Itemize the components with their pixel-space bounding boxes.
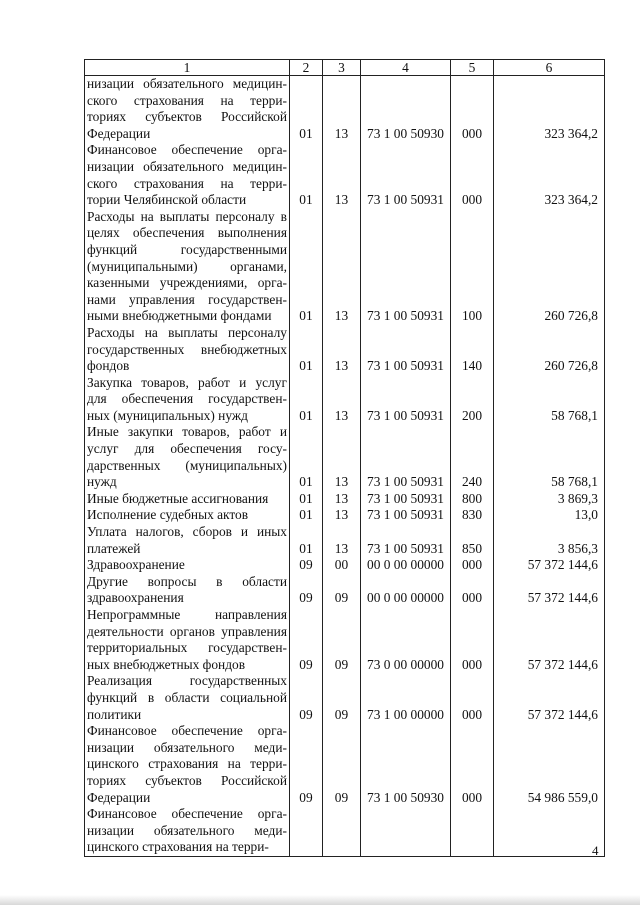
target-article-cell: 73 1 00 50931	[361, 424, 451, 490]
expense-type-cell: 000	[451, 723, 494, 806]
row-name-line: Иные бюджетные ассигнования	[87, 490, 269, 506]
row-name-line: ных внебюджетных фондов	[87, 656, 246, 672]
row-name-line: Уплата налогов, сборов и иных	[87, 524, 287, 540]
section-cell: 01	[290, 524, 323, 557]
subsection-cell: 13	[323, 76, 361, 143]
table-row	[85, 325, 605, 375]
section-cell: 01	[290, 76, 323, 143]
subsection-cell: 13	[323, 491, 361, 508]
section-cell: 01	[290, 142, 323, 208]
section-cell: 01	[290, 424, 323, 490]
row-name-line: для обеспечения государствен-	[87, 391, 287, 407]
subsection-cell: 13	[323, 424, 361, 490]
target-article-cell: 73 1 00 50931	[361, 524, 451, 557]
row-name-line: территориальных государствен-	[87, 640, 287, 656]
section-cell: 09	[290, 673, 323, 723]
expense-type-cell: 000	[451, 557, 494, 574]
amount-cell: 58 768,1	[494, 424, 605, 490]
amount-cell: 260 726,8	[494, 325, 605, 375]
target-article-cell: 73 1 00 50931	[361, 209, 451, 325]
row-name-line: Расходы на выплаты персоналу	[87, 324, 287, 340]
column-header: 2	[290, 60, 323, 76]
row-name-line: казенными учреждениями, орга-	[87, 275, 287, 291]
expense-type-cell: 000	[451, 76, 494, 143]
table-row	[85, 673, 605, 723]
row-name-line: ского страхования на терри-	[87, 175, 287, 191]
column-header: 6	[494, 60, 605, 76]
column-header: 5	[451, 60, 494, 76]
table-row	[85, 209, 605, 325]
row-name-line: ториях субъектов Российской	[87, 772, 287, 788]
amount-cell: 13,0	[494, 507, 605, 524]
section-cell: 01	[290, 375, 323, 425]
target-article-cell: 73 1 00 50931	[361, 375, 451, 425]
amount-cell: 323 364,2	[494, 142, 605, 208]
subsection-cell: 09	[323, 723, 361, 806]
row-name-line: целях обеспечения выполнения	[87, 225, 287, 241]
expense-type-cell: 000	[451, 673, 494, 723]
subsection-cell: 13	[323, 209, 361, 325]
amount-cell	[494, 806, 605, 856]
row-name-line: функций государственными	[87, 241, 287, 257]
amount-cell: 57 372 144,6	[494, 557, 605, 574]
row-name-line: ными внебюджетными фондами	[87, 308, 272, 324]
row-name-cell	[85, 76, 290, 143]
subsection-cell: 00	[323, 557, 361, 574]
row-name-cell	[85, 142, 290, 208]
amount-cell: 54 986 559,0	[494, 723, 605, 806]
row-name-line: услуг для обеспечения госу-	[87, 441, 287, 457]
row-name-line: деятельности органов управления	[87, 623, 287, 639]
row-name-line: Расходы на выплаты персоналу в	[87, 208, 287, 224]
row-name-cell	[85, 524, 290, 557]
row-name-line: фондов	[87, 358, 130, 374]
subsection-cell: 09	[323, 574, 361, 607]
amount-cell: 57 372 144,6	[494, 673, 605, 723]
section-cell: 09	[290, 557, 323, 574]
subsection-cell	[323, 806, 361, 856]
row-name-line: низации обязательного медицин-	[87, 76, 287, 91]
target-article-cell	[361, 806, 451, 856]
target-article-cell: 73 1 00 50931	[361, 507, 451, 524]
page-edge-shadow	[0, 895, 640, 905]
subsection-cell: 09	[323, 607, 361, 673]
row-name-cell	[85, 557, 290, 574]
expense-type-cell: 800	[451, 491, 494, 508]
subsection-cell: 13	[323, 507, 361, 524]
row-name-line: низации обязательного меди-	[87, 739, 287, 755]
row-name-cell	[85, 507, 290, 524]
target-article-cell: 00 0 00 00000	[361, 557, 451, 574]
row-name-line: государственных внебюджетных	[87, 341, 287, 357]
row-name-line: ториях субъектов Российской	[87, 109, 287, 125]
row-name-line: дарственных (муниципальных)	[87, 457, 287, 473]
target-article-cell: 73 1 00 00000	[361, 673, 451, 723]
section-cell: 01	[290, 507, 323, 524]
subsection-cell: 13	[323, 524, 361, 557]
target-article-cell: 73 1 00 50930	[361, 76, 451, 143]
table-header-row	[85, 60, 605, 76]
row-name-line: Исполнение судебных актов	[87, 507, 249, 523]
row-name-line: ского страхования на терри-	[87, 92, 287, 108]
row-name-cell	[85, 209, 290, 325]
amount-cell: 57 372 144,6	[494, 574, 605, 607]
row-name-line: ных (муниципальных) нужд	[87, 407, 248, 423]
table-row	[85, 491, 605, 508]
row-name-line: низации обязательного медицин-	[87, 158, 287, 174]
row-name-line: платежей	[87, 540, 141, 556]
table-row	[85, 557, 605, 574]
expense-type-cell: 000	[451, 607, 494, 673]
row-name-line: нами управления государствен-	[87, 291, 287, 307]
budget-table	[84, 59, 605, 857]
row-name-line: Другие вопросы в области	[87, 573, 287, 589]
row-name-cell	[85, 607, 290, 673]
table-row	[85, 375, 605, 425]
table-row	[85, 574, 605, 607]
row-name-cell	[85, 424, 290, 490]
row-name-line: низации обязательного меди-	[87, 822, 287, 838]
expense-type-cell: 000	[451, 142, 494, 208]
row-name-line: политики	[87, 706, 142, 722]
row-name-line: нужд	[87, 474, 117, 490]
section-cell: 01	[290, 209, 323, 325]
target-article-cell: 73 1 00 50931	[361, 491, 451, 508]
table-row	[85, 607, 605, 673]
row-name-line: здравоохранения	[87, 590, 184, 606]
subsection-cell: 09	[323, 673, 361, 723]
amount-cell: 58 768,1	[494, 375, 605, 425]
row-name-line: тории Челябинской области	[87, 192, 247, 208]
row-name-line: Закупка товаров, работ и услуг	[87, 374, 287, 390]
row-name-cell	[85, 491, 290, 508]
section-cell: 09	[290, 574, 323, 607]
row-name-cell	[85, 325, 290, 375]
expense-type-cell: 140	[451, 325, 494, 375]
row-name-line: Иные закупки товаров, работ и	[87, 424, 287, 440]
table-row	[85, 524, 605, 557]
row-name-line: цинского страхования на терри-	[87, 756, 287, 772]
row-name-line: цинского страхования на терри-	[87, 839, 269, 855]
table-body	[85, 76, 605, 857]
row-name-line: Федерации	[87, 789, 151, 805]
row-name-line: Реализация государственных	[87, 673, 287, 689]
target-article-cell: 73 1 00 50931	[361, 325, 451, 375]
row-name-line: Здравоохранение	[87, 557, 185, 573]
amount-cell: 57 372 144,6	[494, 607, 605, 673]
expense-type-cell: 850	[451, 524, 494, 557]
row-name-cell	[85, 806, 290, 856]
target-article-cell: 73 1 00 50931	[361, 142, 451, 208]
row-name-line: Непрограммные направления	[87, 607, 287, 622]
row-name-line: Финансовое обеспечение орга-	[87, 142, 287, 158]
expense-type-cell: 830	[451, 507, 494, 524]
expense-type-cell	[451, 806, 494, 856]
row-name-line: (муниципальными) органами,	[87, 258, 287, 274]
row-name-cell	[85, 574, 290, 607]
target-article-cell: 73 0 00 00000	[361, 607, 451, 673]
row-name-line: Финансовое обеспечение орга-	[87, 723, 287, 739]
table-row	[85, 142, 605, 208]
page-number: 4	[592, 843, 599, 858]
section-cell	[290, 806, 323, 856]
table-row	[85, 76, 605, 143]
column-header: 1	[85, 60, 290, 76]
target-article-cell: 00 0 00 00000	[361, 574, 451, 607]
table-row	[85, 723, 605, 806]
section-cell: 09	[290, 607, 323, 673]
amount-cell: 323 364,2	[494, 76, 605, 143]
row-name-line: Финансовое обеспечение орга-	[87, 806, 287, 822]
table-row	[85, 507, 605, 524]
amount-cell: 3 869,3	[494, 491, 605, 508]
subsection-cell: 13	[323, 325, 361, 375]
row-name-cell	[85, 723, 290, 806]
subsection-cell: 13	[323, 142, 361, 208]
expense-type-cell: 100	[451, 209, 494, 325]
column-header: 3	[323, 60, 361, 76]
expense-type-cell: 000	[451, 574, 494, 607]
table-row	[85, 806, 605, 856]
subsection-cell: 13	[323, 375, 361, 425]
target-article-cell: 73 1 00 50930	[361, 723, 451, 806]
expense-type-cell: 200	[451, 375, 494, 425]
column-header: 4	[361, 60, 451, 76]
section-cell: 01	[290, 325, 323, 375]
table-row	[85, 424, 605, 490]
row-name-line: Федерации	[87, 125, 151, 141]
row-name-line: функций в области социальной	[87, 689, 287, 705]
section-cell: 01	[290, 491, 323, 508]
row-name-cell	[85, 673, 290, 723]
amount-cell: 260 726,8	[494, 209, 605, 325]
amount-cell: 3 856,3	[494, 524, 605, 557]
section-cell: 09	[290, 723, 323, 806]
row-name-cell	[85, 375, 290, 425]
expense-type-cell: 240	[451, 424, 494, 490]
